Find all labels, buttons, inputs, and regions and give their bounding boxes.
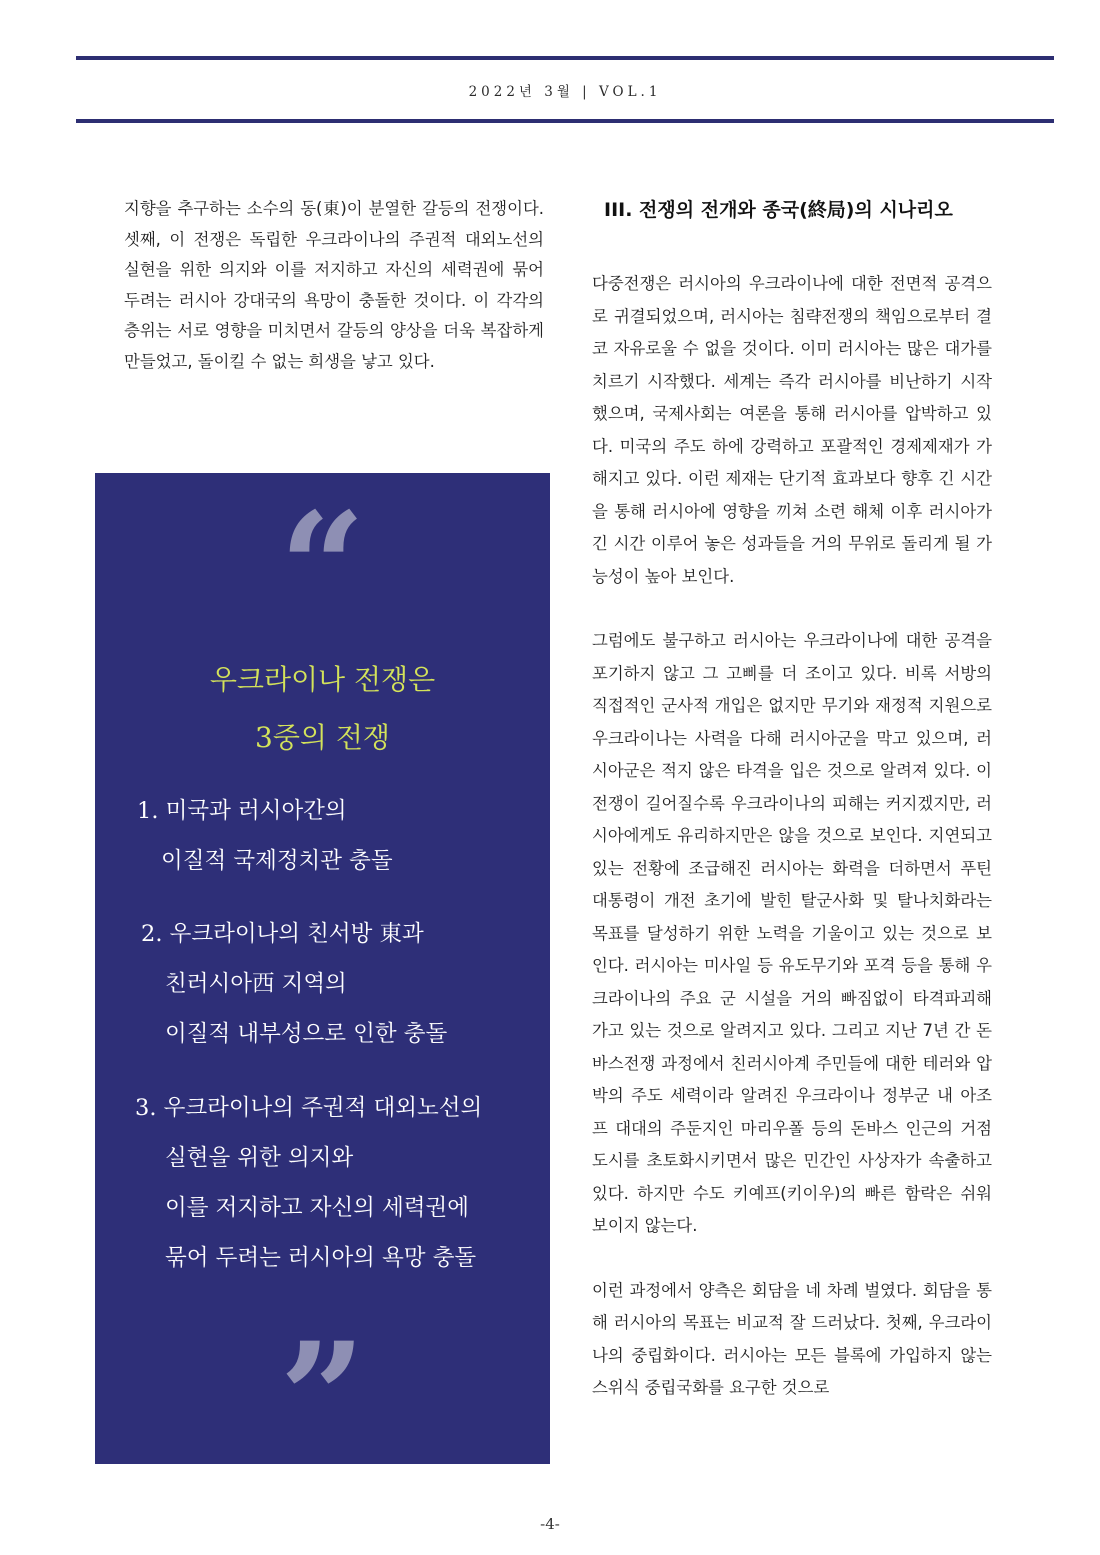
pull-quote-line: 묶어 두려는 러시아의 욕망 충돌 [165,1245,477,1271]
pull-quote-title-line1: 우크라이나 전쟁은 [209,663,436,696]
header-rule-bottom [76,119,1054,123]
pull-quote-box [95,473,550,1486]
left-paragraph: 지향을 추구하는 소수의 동(東)이 분열한 갈등의 전쟁이다. 셋째, 이 전쟁은 독립한 우크라이나의 주권적 대외노선의 실현을 위한 의지와 이를 저지하고 자신의 세력권에 묶어 두려는 러시아 강대국의 욕망이 충돌한 것이다. 이 각각의 층위는 서로 영향을 미치면서 갈등의 양상을 더욱 복잡하게 만들었고, 돌이킬 수 없는 희생을 낳고 있다. [124,199,544,371]
right-paragraph-1: 다중전쟁은 러시아의 우크라이나에 대한 전면적 공격으로 귀결되었으며, 러시아는 침략전쟁의 책임으로부터 결코 자유로울 수 없을 것이다. 이미 러시아는 많은 대가를 치르기 시작했다. 세계는 즉각 러시아를 비난하기 시작했으며, 국제사회는 여론을 통해 러시아를 압박하고 있다. 미국의 주도 하에 강력하고 포괄적인 경제제재가 가해지고 있다. 이런 제재는 단기적 효과보다 향후 긴 시간을 통해 러시아에 영향을 끼쳐 소련 해체 이후 러시아가 긴 시간 이루어 놓은 성과들을 거의 무위로 돌리게 될 가능성이 높아 보인다. [592,274,992,586]
header-rule-top [76,56,1054,60]
left-column [124,194,544,377]
issue-header: 2022년 3월 | VOL.1 [468,84,662,100]
pull-quote-line: 3. 우크라이나의 주권적 대외노선의 [135,1095,483,1121]
right-paragraph-2: 그럼에도 불구하고 러시아는 우크라이나에 대한 공격을 포기하지 않고 그 고삐를 더 조이고 있다. 비록 서방의 직접적인 군사적 개입은 없지만 무기와 재정적 지원으로 우크라이나는 사력을 다해 러시아군을 막고 있으며, 러시아군은 적지 않은 타격을 입은 것으로 알려져 있다. 이 전쟁이 길어질수록 우크라이나의 피해는 커지겠지만, 러시아에게도 유리하지만은 않을 것으로 보인다. 지연되고 있는 전황에 조급해진 러시아는 화력을 더하면서 푸틴 대통령이 개전 초기에 발힌 탈군사화 및 탈나치화라는 목표를 달성하기 위한 노력을 기울이고 있는 것으로 보인다. 러시아는 미사일 등 유도무기와 포격 등을 통해 우크라이나의 주요 군 시설을 거의 빠짐없이 타격파괴해 가고 있는 것으로 알려지고 있다. 그리고 지난 7년 간 돈바스전쟁 과정에서 친러시아계 주민들에 대한 테러와 압박의 주도 세력이라 알려진 우크라이나 정부군 내 아조프 대대의 주둔지인 마리우폴 등의 돈바스 인근의 거점 도시를 초토화시키면서 많은 민간인 사상자가 속출하고 있다. 하지만 수도 키예프(키이우)의 빠른 함락은 쉬워 보이지 않는다. [592,631,992,1235]
right-paragraph-3: 이런 과정에서 양측은 회담을 네 차례 벌였다. 회담을 통해 러시아의 목표는 비교적 잘 드러났다. 첫째, 우크라이나의 중립화이다. 러시아는 모든 블록에 가입하지 않는 스위식 중립국화를 요구한 것으로 [592,1280,992,1397]
pull-quote-line: 실현을 위한 의지와 [165,1145,354,1171]
pull-quote-line: 1. 미국과 러시아간의 [137,798,347,824]
pull-quote-title-line2: 3중의 전쟁 [255,721,390,754]
page-number: -4- [540,1515,560,1533]
pull-quote-line: 이를 저지하고 자신의 세력권에 [165,1195,470,1221]
pull-quote-line: 친러시아西 지역의 [165,971,347,997]
pull-quote-line: 이질적 국제정치관 충돌 [161,848,393,874]
open-quote-icon: “ [279,480,366,656]
pull-quote-line: 이질적 내부성으로 인한 충돌 [165,1021,448,1047]
pull-quote-line: 2. 우크라이나의 친서방 東과 [141,921,424,947]
right-column [592,194,992,1405]
close-quote-icon: ” [279,1310,366,1486]
section-title: III. 전쟁의 전개와 종국(終局)의 시나리오 [604,199,953,221]
